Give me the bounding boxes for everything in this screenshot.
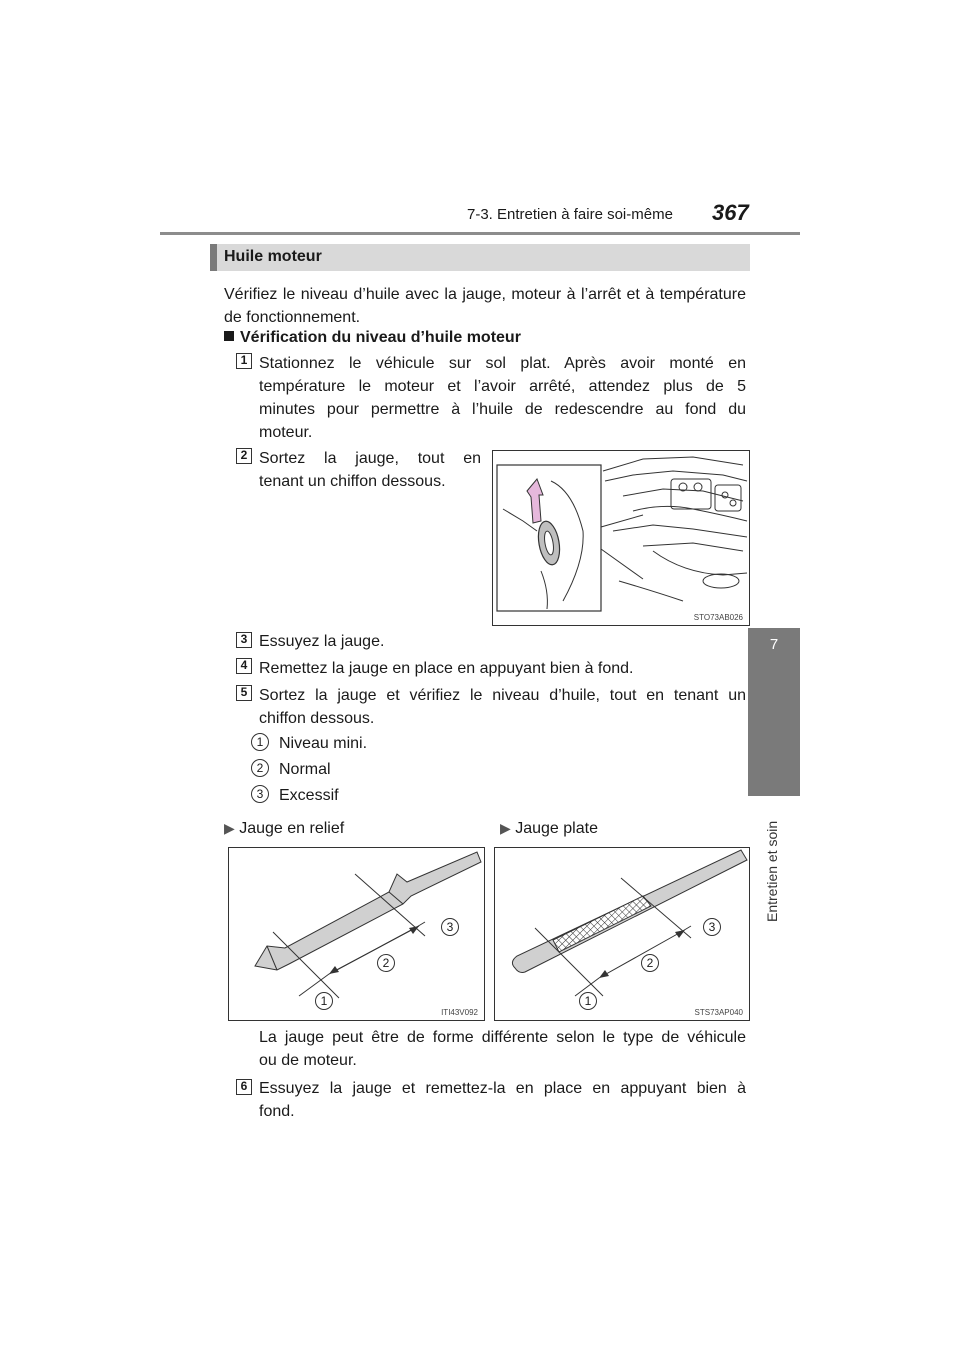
level-number-circle: 2 [251, 759, 269, 777]
flat-dipstick-figure [494, 847, 750, 1021]
step-line: température le moteur et l’avoir arrêté, attendez plus de 5 [259, 378, 746, 395]
step-line: Stationnez le véhicule sur sol plat. Après avoir monté en [259, 355, 746, 372]
callout-circle: 2 [641, 954, 659, 972]
figure-caption-flat [500, 817, 598, 840]
note-text [259, 1026, 746, 1072]
figure-code: STO73AB026 [693, 613, 743, 622]
callout-circle: 1 [579, 992, 597, 1010]
step-number-box: 2 [236, 448, 252, 464]
intro-paragraph: Vérifiez le niveau d’huile avec la jauge, moteur à l’arrêt et à température de fonctionnement. [224, 286, 746, 326]
step-line: Essuyez la jauge et remettez-la en place en appuyant bien à [259, 1080, 746, 1097]
figure-code: STS73AP040 [694, 1008, 743, 1017]
square-bullet-icon [224, 331, 234, 341]
caption-text: Jauge plate [515, 820, 598, 837]
callout-circle: 3 [441, 918, 459, 936]
subheading [224, 329, 521, 347]
callout-circle: 2 [377, 954, 395, 972]
level-number-circle: 3 [251, 785, 269, 803]
step-line: Sortez la jauge, tout en [259, 450, 481, 467]
step-number-box: 1 [236, 353, 252, 369]
step-text: Essuyez la jauge. [259, 633, 385, 650]
step-line: moteur. [259, 424, 313, 441]
note-line: La jauge peut être de forme différente selon le type de véhicule [259, 1029, 746, 1046]
caption-text: Jauge en relief [239, 820, 345, 837]
figure-code: ITI43V092 [441, 1008, 478, 1017]
callout-circle: 1 [315, 992, 333, 1010]
chapter-number: 7 [769, 636, 779, 653]
note-line: ou de moteur. [259, 1052, 357, 1069]
triangle-bullet-icon: ▶ [224, 820, 235, 836]
callout-circle: 3 [703, 918, 721, 936]
running-header-section: 7-3. Entretien à faire soi-même [467, 206, 673, 223]
step-line: chiffon dessous. [259, 710, 375, 727]
figure-caption-relief [224, 817, 344, 840]
step-text [259, 1077, 746, 1123]
step-number-box: 4 [236, 658, 252, 674]
engine-dipstick-figure [492, 450, 750, 626]
relief-dipstick-figure [228, 847, 485, 1021]
step-line: fond. [259, 1103, 295, 1120]
page-number: 367 [712, 200, 749, 225]
step-line: minutes pour permettre à l’huile de redescendre au fond du [259, 401, 746, 418]
subheading-text: Vérification du niveau d’huile moteur [240, 329, 521, 346]
chapter-label-wrap [764, 812, 790, 922]
step-text: Remettez la jauge en place en appuyant bien à fond. [259, 660, 634, 677]
step-text [259, 352, 746, 444]
step-number-box: 5 [236, 685, 252, 701]
level-number-circle: 1 [251, 733, 269, 751]
step-line: Sortez la jauge et vérifiez le niveau d’huile, tout en tenant un [259, 687, 746, 704]
section-title: Huile moteur [224, 248, 322, 265]
header-rule [160, 232, 800, 235]
step-text [259, 447, 481, 493]
step-number-box: 6 [236, 1079, 252, 1095]
engine-illustration [493, 451, 749, 625]
triangle-bullet-icon: ▶ [500, 820, 511, 836]
step-text [259, 684, 746, 730]
level-label: Niveau mini. [279, 735, 368, 752]
level-label: Normal [279, 761, 331, 778]
step-line: tenant un chiffon dessous. [259, 473, 446, 490]
step-number-box: 3 [236, 632, 252, 648]
chapter-label: Entretien et soin [764, 820, 780, 922]
level-label: Excessif [279, 787, 339, 804]
chapter-tab [748, 628, 800, 796]
